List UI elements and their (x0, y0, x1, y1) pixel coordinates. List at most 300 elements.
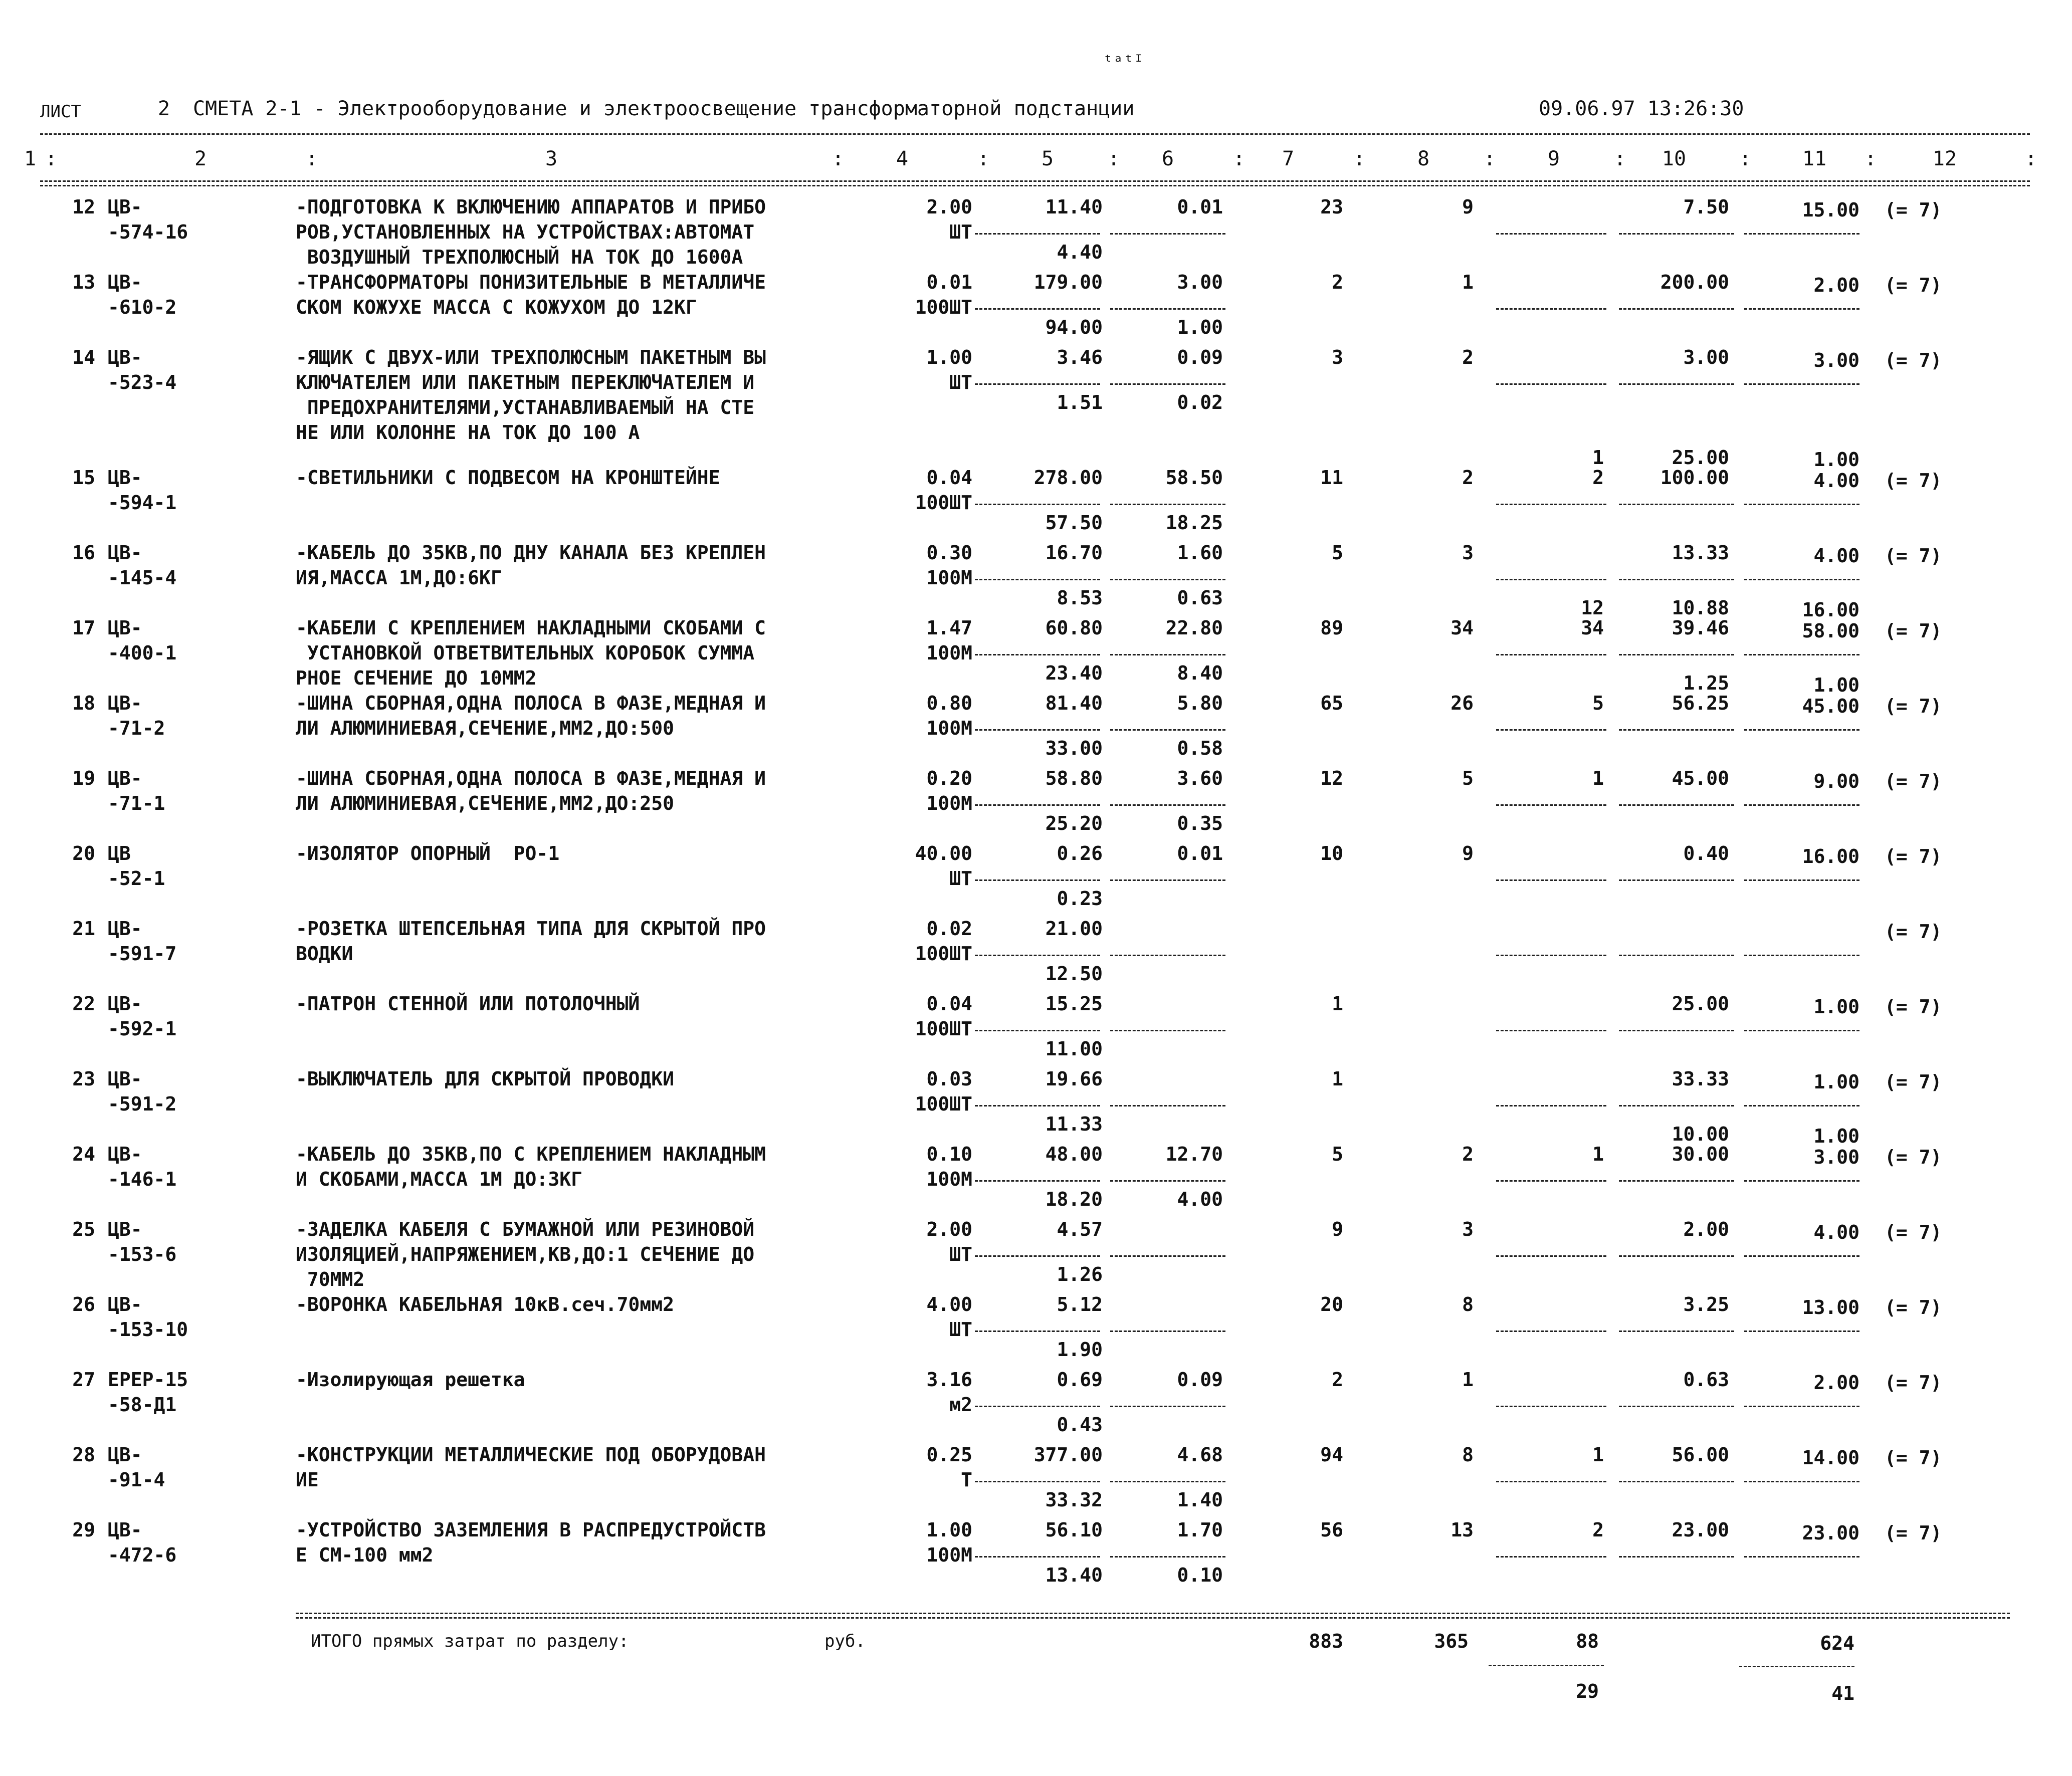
total-col7: 883 (1309, 1630, 1343, 1652)
column-separator: : (1484, 147, 1496, 170)
work-description-line: -КАБЕЛИ С КРЕПЛЕНИЕМ НАКЛАДНЫМИ СКОБАМИ С (296, 617, 766, 639)
col9-underline (1496, 1481, 1606, 1482)
column-separator: : (45, 147, 58, 170)
col10-value: 2.00 (1683, 1218, 1729, 1240)
unit: ШТ (949, 221, 972, 243)
col12-value: (= 7) (1885, 620, 1942, 642)
unit: 100ШТ (915, 296, 972, 318)
column-number: 5 (1041, 147, 1054, 170)
col11-value: 4.00 (1813, 1221, 1859, 1243)
col6-underline (1110, 654, 1225, 655)
col6-underline (1110, 383, 1225, 385)
col12-value: (= 7) (1885, 1447, 1942, 1469)
col6-underline (1110, 504, 1225, 505)
col8-value: 9 (1462, 842, 1474, 864)
rate-code-sub: -574-16 (108, 221, 188, 243)
col6-value: 1.60 (1177, 542, 1223, 564)
col5-sub-value: 13.40 (1045, 1564, 1103, 1586)
col5-sub-value: 11.00 (1045, 1038, 1103, 1060)
col10-underline (1619, 804, 1734, 806)
col10-underline (1619, 1406, 1734, 1407)
col5-sub-value: 1.51 (1057, 391, 1103, 413)
rate-code: ЦВ- (108, 542, 142, 564)
col10-underline (1619, 579, 1734, 580)
unit: 100М (926, 717, 972, 739)
work-description-line: 70ММ2 (296, 1268, 365, 1290)
work-description-line: ИЯ,МАССА 1М,ДО:6КГ (296, 567, 502, 589)
col8-value: 2 (1462, 1143, 1474, 1165)
rate-code-sub: -71-2 (108, 717, 165, 739)
col5-underline (975, 1255, 1100, 1257)
col10-value: 3.00 (1683, 346, 1729, 368)
col8-value: 3 (1462, 1218, 1474, 1240)
work-description-line: -ШИНА СБОРНАЯ,ОДНА ПОЛОСА В ФАЗЕ,МЕДНАЯ И (296, 692, 766, 714)
unit: 100ШТ (915, 943, 972, 965)
col10-underline (1619, 383, 1734, 385)
work-description-line: -ВЫКЛЮЧАТЕЛЬ ДЛЯ СКРЫТОЙ ПРОВОДКИ (296, 1068, 674, 1090)
col9-underline (1496, 233, 1606, 235)
column-number: 9 (1547, 147, 1560, 170)
column-number: 8 (1417, 147, 1430, 170)
col12-value: (= 7) (1885, 470, 1942, 492)
col9-underline (1496, 1180, 1606, 1182)
row-number: 12 (72, 196, 95, 218)
col12-value: (= 7) (1885, 545, 1942, 567)
col9-value: 34 (1581, 617, 1604, 639)
col10-underline (1619, 955, 1734, 956)
col5-value: 5.12 (1057, 1293, 1103, 1315)
col12-value: (= 7) (1885, 1146, 1942, 1168)
col7-value: 3 (1332, 346, 1343, 368)
rate-code: ЦВ- (108, 467, 142, 489)
unit: ШТ (949, 371, 972, 393)
rate-code-sub: -523-4 (108, 371, 177, 393)
col5-value: 19.66 (1045, 1068, 1103, 1090)
col11-underline (1744, 1481, 1859, 1482)
col5-underline (975, 804, 1100, 806)
col9-underline (1496, 308, 1606, 310)
col6-value: 5.80 (1177, 692, 1223, 714)
page-mark: ᵗᵃᵗᴵ (1103, 52, 1144, 72)
col10-underline (1619, 1255, 1734, 1257)
work-description-line: -УСТРОЙСТВО ЗАЗЕМЛЕНИЯ В РАСПРЕДУСТРОЙСТВ (296, 1519, 766, 1541)
rate-code-sub: -591-2 (108, 1093, 177, 1115)
rate-code: ЦВ- (108, 271, 142, 293)
column-number: 6 (1161, 147, 1174, 170)
col9-value: 1 (1592, 767, 1604, 789)
col10-value: 13.33 (1672, 542, 1729, 564)
col11-underline (1744, 1330, 1859, 1332)
work-description-line: ЛИ АЛЮМИНИЕВАЯ,СЕЧЕНИЕ,ММ2,ДО:500 (296, 717, 674, 739)
rate-code: ЦВ- (108, 1068, 142, 1090)
work-description-line: -ПАТРОН СТЕННОЙ ИЛИ ПОТОЛОЧНЫЙ (296, 993, 640, 1015)
print-datetime: 09.06.97 13:26:30 (1539, 97, 1744, 120)
col5-underline (975, 729, 1100, 731)
col6-sub-value: 4.00 (1177, 1188, 1223, 1210)
footer-double-rule (296, 1613, 2010, 1619)
quantity: 1.47 (926, 617, 972, 639)
column-separator: : (1233, 147, 1246, 170)
col11-underline (1744, 804, 1859, 806)
row-number: 22 (72, 993, 95, 1015)
unit: 100ШТ (915, 492, 972, 514)
sheet-number: 2 (158, 97, 170, 120)
column-number: 1 (24, 147, 37, 170)
col5-underline (975, 1330, 1100, 1332)
col9-underline (1496, 383, 1606, 385)
row-number: 17 (72, 617, 95, 639)
col5-value: 179.00 (1033, 271, 1103, 293)
col6-value: 3.00 (1177, 271, 1223, 293)
estimate-title: СМЕТА 2-1 - Электрооборудование и электроосвещение трансформаторной подстанции (193, 97, 1135, 120)
quantity: 0.02 (926, 918, 972, 940)
col9-underline (1496, 879, 1606, 881)
rate-code-sub: -91-4 (108, 1469, 165, 1491)
col11-value: 15.00 (1802, 199, 1859, 221)
col10-value: 56.00 (1672, 1444, 1729, 1466)
work-description-line: -ЗАДЕЛКА КАБЕЛЯ С БУМАЖНОЙ ИЛИ РЕЗИНОВОЙ (296, 1218, 755, 1240)
unit: 100ШТ (915, 1093, 972, 1115)
col12-value: (= 7) (1885, 1372, 1942, 1394)
col11-underline (1744, 1556, 1859, 1558)
col5-sub-value: 25.20 (1045, 812, 1103, 834)
col9-underline (1496, 1330, 1606, 1332)
rate-code-sub: -400-1 (108, 642, 177, 664)
col11-value: 23.00 (1802, 1522, 1859, 1544)
col9-underline (1496, 579, 1606, 580)
col12-value: (= 7) (1885, 199, 1942, 221)
col6-sub-value: 1.00 (1177, 316, 1223, 338)
col12-value: (= 7) (1885, 274, 1942, 296)
quantity: 0.04 (926, 993, 972, 1015)
col6-value: 0.09 (1177, 1369, 1223, 1391)
rate-code-sub: -594-1 (108, 492, 177, 514)
col11-value: 1.00 (1813, 996, 1859, 1018)
col12-value: (= 7) (1885, 1296, 1942, 1318)
col6-sub-value: 0.63 (1177, 587, 1223, 609)
col10-value: 33.33 (1672, 1068, 1729, 1090)
col5-sub-value: 4.40 (1057, 241, 1103, 263)
col5-underline (975, 1556, 1100, 1558)
col8-value: 34 (1451, 617, 1474, 639)
work-description-line: ЛИ АЛЮМИНИЕВАЯ,СЕЧЕНИЕ,ММ2,ДО:250 (296, 792, 674, 814)
col5-value: 81.40 (1045, 692, 1103, 714)
work-description-line: -ШИНА СБОРНАЯ,ОДНА ПОЛОСА В ФАЗЕ,МЕДНАЯ И (296, 767, 766, 789)
column-number: 10 (1662, 147, 1687, 170)
col5-sub-value: 11.33 (1045, 1113, 1103, 1135)
quantity: 3.16 (926, 1369, 972, 1391)
col5-sub-value: 18.20 (1045, 1188, 1103, 1210)
col8-value: 3 (1462, 542, 1474, 564)
rate-code: ЦВ- (108, 692, 142, 714)
col5-value: 56.10 (1045, 1519, 1103, 1541)
col8-value: 2 (1462, 346, 1474, 368)
unit: ШТ (949, 867, 972, 890)
col11-value: 3.00 (1813, 349, 1859, 371)
column-separator: : (1864, 147, 1877, 170)
col10-underline (1619, 879, 1734, 881)
col5-sub-value: 1.26 (1057, 1263, 1103, 1285)
total-col8: 365 (1434, 1630, 1469, 1652)
col9-underline (1496, 1105, 1606, 1106)
rate-code-sub: -146-1 (108, 1168, 177, 1190)
col5-underline (975, 504, 1100, 505)
quantity: 2.00 (926, 1218, 972, 1240)
col11-underline (1744, 955, 1859, 956)
col5-value: 15.25 (1045, 993, 1103, 1015)
row-number: 23 (72, 1068, 95, 1090)
col11-sub-value: 1.00 (1813, 449, 1859, 471)
col10-underline (1619, 729, 1734, 731)
col9-value: 2 (1592, 1519, 1604, 1541)
total-col11-sub: 41 (1831, 1682, 1854, 1704)
column-number: 11 (1802, 147, 1827, 170)
col6-sub-value: 0.58 (1177, 737, 1223, 759)
quantity: 4.00 (926, 1293, 972, 1315)
unit: 100М (926, 792, 972, 814)
col6-underline (1110, 729, 1225, 731)
col9-sub-value: 1 (1592, 447, 1604, 469)
col5-value: 4.57 (1057, 1218, 1103, 1240)
col8-value: 5 (1462, 767, 1474, 789)
rate-code: ЦВ- (108, 346, 142, 368)
col11-underline (1744, 383, 1859, 385)
rate-code: ЦВ- (108, 617, 142, 639)
col9-underline (1496, 1030, 1606, 1031)
work-description-line: КЛЮЧАТЕЛЕМ ИЛИ ПАКЕТНЫМ ПЕРЕКЛЮЧАТЕЛЕМ И (296, 371, 755, 393)
unit: ШТ (949, 1243, 972, 1265)
total-col9: 88 (1576, 1630, 1599, 1652)
work-description-line: -КОНСТРУКЦИИ МЕТАЛЛИЧЕСКИЕ ПОД ОБОРУДОВАН (296, 1444, 766, 1466)
col10-sub-value: 1.25 (1683, 672, 1729, 694)
col5-underline (975, 1030, 1100, 1031)
total-col11: 624 (1820, 1632, 1854, 1654)
quantity: 0.04 (926, 467, 972, 489)
row-number: 18 (72, 692, 95, 714)
rate-code-sub: -591-7 (108, 943, 177, 965)
col12-value: (= 7) (1885, 921, 1942, 943)
rate-code: ЦВ- (108, 1143, 142, 1165)
col5-underline (975, 1180, 1100, 1182)
row-number: 13 (72, 271, 95, 293)
col8-value: 2 (1462, 467, 1474, 489)
column-number: 12 (1932, 147, 1957, 170)
row-number: 21 (72, 918, 95, 940)
col11-underline (1744, 729, 1859, 731)
col7-value: 12 (1320, 767, 1343, 789)
col7-value: 56 (1320, 1519, 1343, 1541)
column-separator: : (1614, 147, 1626, 170)
col7-value: 2 (1332, 271, 1343, 293)
col5-underline (975, 579, 1100, 580)
col12-value: (= 7) (1885, 770, 1942, 792)
col11-value: 16.00 (1802, 845, 1859, 867)
rate-code-sub: -58-Д1 (108, 1394, 177, 1416)
col11-underline (1744, 233, 1859, 235)
col7-value: 89 (1320, 617, 1343, 639)
col12-value: (= 7) (1885, 996, 1942, 1018)
col10-value: 56.25 (1672, 692, 1729, 714)
unit: Т (961, 1469, 972, 1491)
col10-underline (1619, 1481, 1734, 1482)
col10-sub-value: 25.00 (1672, 447, 1729, 469)
col11-value: 58.00 (1802, 620, 1859, 642)
col7-value: 65 (1320, 692, 1343, 714)
col11-value: 9.00 (1813, 770, 1859, 792)
rate-code: ЦВ- (108, 767, 142, 789)
col11-sub-value: 1.00 (1813, 674, 1859, 696)
col10-value: 0.63 (1683, 1369, 1729, 1391)
total-currency: руб. (824, 1631, 866, 1651)
rate-code: ЦВ- (108, 918, 142, 940)
col9-sub-value: 12 (1581, 597, 1604, 619)
col10-value: 7.50 (1683, 196, 1729, 218)
col8-value: 1 (1462, 271, 1474, 293)
col6-underline (1110, 1030, 1225, 1031)
col5-sub-value: 33.00 (1045, 737, 1103, 759)
rate-code-sub: -472-6 (108, 1544, 177, 1566)
col7-value: 11 (1320, 467, 1343, 489)
work-description-line: -ТРАНСФОРМАТОРЫ ПОНИЗИТЕЛЬНЫЕ В МЕТАЛЛИЧЕ (296, 271, 766, 293)
header-double-rule (40, 180, 2030, 186)
column-number: 4 (896, 147, 909, 170)
col10-underline (1619, 1330, 1734, 1332)
col5-sub-value: 12.50 (1045, 963, 1103, 985)
rate-code-sub: -153-10 (108, 1318, 188, 1341)
work-description-line: -Изолирующая решетка (296, 1369, 525, 1391)
col6-underline (1110, 955, 1225, 956)
col10-value: 200.00 (1660, 271, 1729, 293)
total-col9-sub: 29 (1576, 1680, 1599, 1702)
rate-code: ЦВ- (108, 1444, 142, 1466)
col10-underline (1619, 233, 1734, 235)
rate-code: ЦВ (108, 842, 131, 864)
work-description-line: УСТАНОВКОЙ ОТВЕТВИТЕЛЬНЫХ КОРОБОК СУММА (296, 642, 755, 664)
header-rule (40, 133, 2030, 135)
col5-sub-value: 1.90 (1057, 1339, 1103, 1361)
col7-value: 23 (1320, 196, 1343, 218)
col9-underline (1496, 1255, 1606, 1257)
col5-sub-value: 0.23 (1057, 887, 1103, 910)
col11-underline (1744, 1255, 1859, 1257)
col10-value: 0.40 (1683, 842, 1729, 864)
col6-sub-value: 0.35 (1177, 812, 1223, 834)
col8-value: 1 (1462, 1369, 1474, 1391)
col11-sub-value: 16.00 (1802, 599, 1859, 621)
work-description-line: ВОДКИ (296, 943, 353, 965)
work-description-line: ИЕ (296, 1469, 319, 1491)
rate-code-sub: -71-1 (108, 792, 165, 814)
col6-underline (1110, 308, 1225, 310)
row-number: 20 (72, 842, 95, 864)
col9-value: 5 (1592, 692, 1604, 714)
work-description-line: -РОЗЕТКА ШТЕПСЕЛЬНАЯ ТИПА ДЛЯ СКРЫТОЙ ПРО (296, 918, 766, 940)
rate-code: ЦВ- (108, 1293, 142, 1315)
col6-value: 0.09 (1177, 346, 1223, 368)
work-description-line: НЕ ИЛИ КОЛОННЕ НА ТОК ДО 100 А (296, 421, 640, 443)
row-number: 19 (72, 767, 95, 789)
unit: м2 (949, 1394, 972, 1416)
col10-underline (1619, 654, 1734, 655)
work-description-line: -ИЗОЛЯТОР ОПОРНЫЙ РО-1 (296, 842, 560, 864)
col7-value: 2 (1332, 1369, 1343, 1391)
row-number: 14 (72, 346, 95, 368)
col5-underline (975, 233, 1100, 235)
col10-sub-value: 10.00 (1672, 1123, 1729, 1145)
col5-underline (975, 1406, 1100, 1407)
column-separator: : (977, 147, 990, 170)
col5-value: 0.26 (1057, 842, 1103, 864)
total-col11-underline (1739, 1666, 1854, 1667)
unit: 100М (926, 567, 972, 589)
col8-value: 9 (1462, 196, 1474, 218)
col11-underline (1744, 1030, 1859, 1031)
col10-value: 30.00 (1672, 1143, 1729, 1165)
col5-value: 278.00 (1033, 467, 1103, 489)
column-number: 7 (1282, 147, 1295, 170)
col10-underline (1619, 1105, 1734, 1106)
col5-underline (975, 383, 1100, 385)
col6-underline (1110, 879, 1225, 881)
col7-value: 94 (1320, 1444, 1343, 1466)
work-description-line: ПРЕДОХРАНИТЕЛЯМИ,УСТАНАВЛИВАЕМЫЙ НА СТЕ (296, 396, 755, 418)
col5-underline (975, 955, 1100, 956)
col11-value: 2.00 (1813, 1372, 1859, 1394)
col9-value: 1 (1592, 1143, 1604, 1165)
col12-value: (= 7) (1885, 349, 1942, 371)
quantity: 0.20 (926, 767, 972, 789)
row-number: 26 (72, 1293, 95, 1315)
col12-value: (= 7) (1885, 1071, 1942, 1093)
work-description-line: -КАБЕЛЬ ДО 35КВ,ПО ДНУ КАНАЛА БЕЗ КРЕПЛЕН (296, 542, 766, 564)
quantity: 0.25 (926, 1444, 972, 1466)
col11-value: 13.00 (1802, 1296, 1859, 1318)
quantity: 1.00 (926, 346, 972, 368)
row-number: 25 (72, 1218, 95, 1240)
col5-value: 11.40 (1045, 196, 1103, 218)
col11-sub-value: 1.00 (1813, 1125, 1859, 1147)
col10-value: 100.00 (1660, 467, 1729, 489)
col6-value: 0.01 (1177, 842, 1223, 864)
rate-code-sub: -592-1 (108, 1018, 177, 1040)
col10-value: 39.46 (1672, 617, 1729, 639)
col5-underline (975, 1481, 1100, 1482)
work-description-line: РОВ,УСТАНОВЛЕННЫХ НА УСТРОЙСТВАХ:АВТОМАТ (296, 221, 755, 243)
col11-underline (1744, 1406, 1859, 1407)
rate-code: ЦВ- (108, 993, 142, 1015)
col5-underline (975, 879, 1100, 881)
col7-value: 1 (1332, 1068, 1343, 1090)
quantity: 2.00 (926, 196, 972, 218)
col6-sub-value: 0.02 (1177, 391, 1223, 413)
col9-underline (1496, 729, 1606, 731)
col9-underline (1496, 955, 1606, 956)
col6-value: 0.01 (1177, 196, 1223, 218)
column-separator: : (1739, 147, 1752, 170)
col11-value: 45.00 (1802, 695, 1859, 717)
col11-value: 1.00 (1813, 1071, 1859, 1093)
col5-value: 3.46 (1057, 346, 1103, 368)
col7-value: 5 (1332, 542, 1343, 564)
col5-sub-value: 33.32 (1045, 1489, 1103, 1511)
work-description-line: ВОЗДУШНЫЙ ТРЕХПОЛЮСНЫЙ НА ТОК ДО 1600А (296, 246, 743, 268)
work-description-line: Е СМ-100 мм2 (296, 1544, 434, 1566)
col9-underline (1496, 1406, 1606, 1407)
col5-sub-value: 57.50 (1045, 512, 1103, 534)
col6-underline (1110, 1481, 1225, 1482)
col9-underline (1496, 654, 1606, 655)
col11-value: 14.00 (1802, 1447, 1859, 1469)
